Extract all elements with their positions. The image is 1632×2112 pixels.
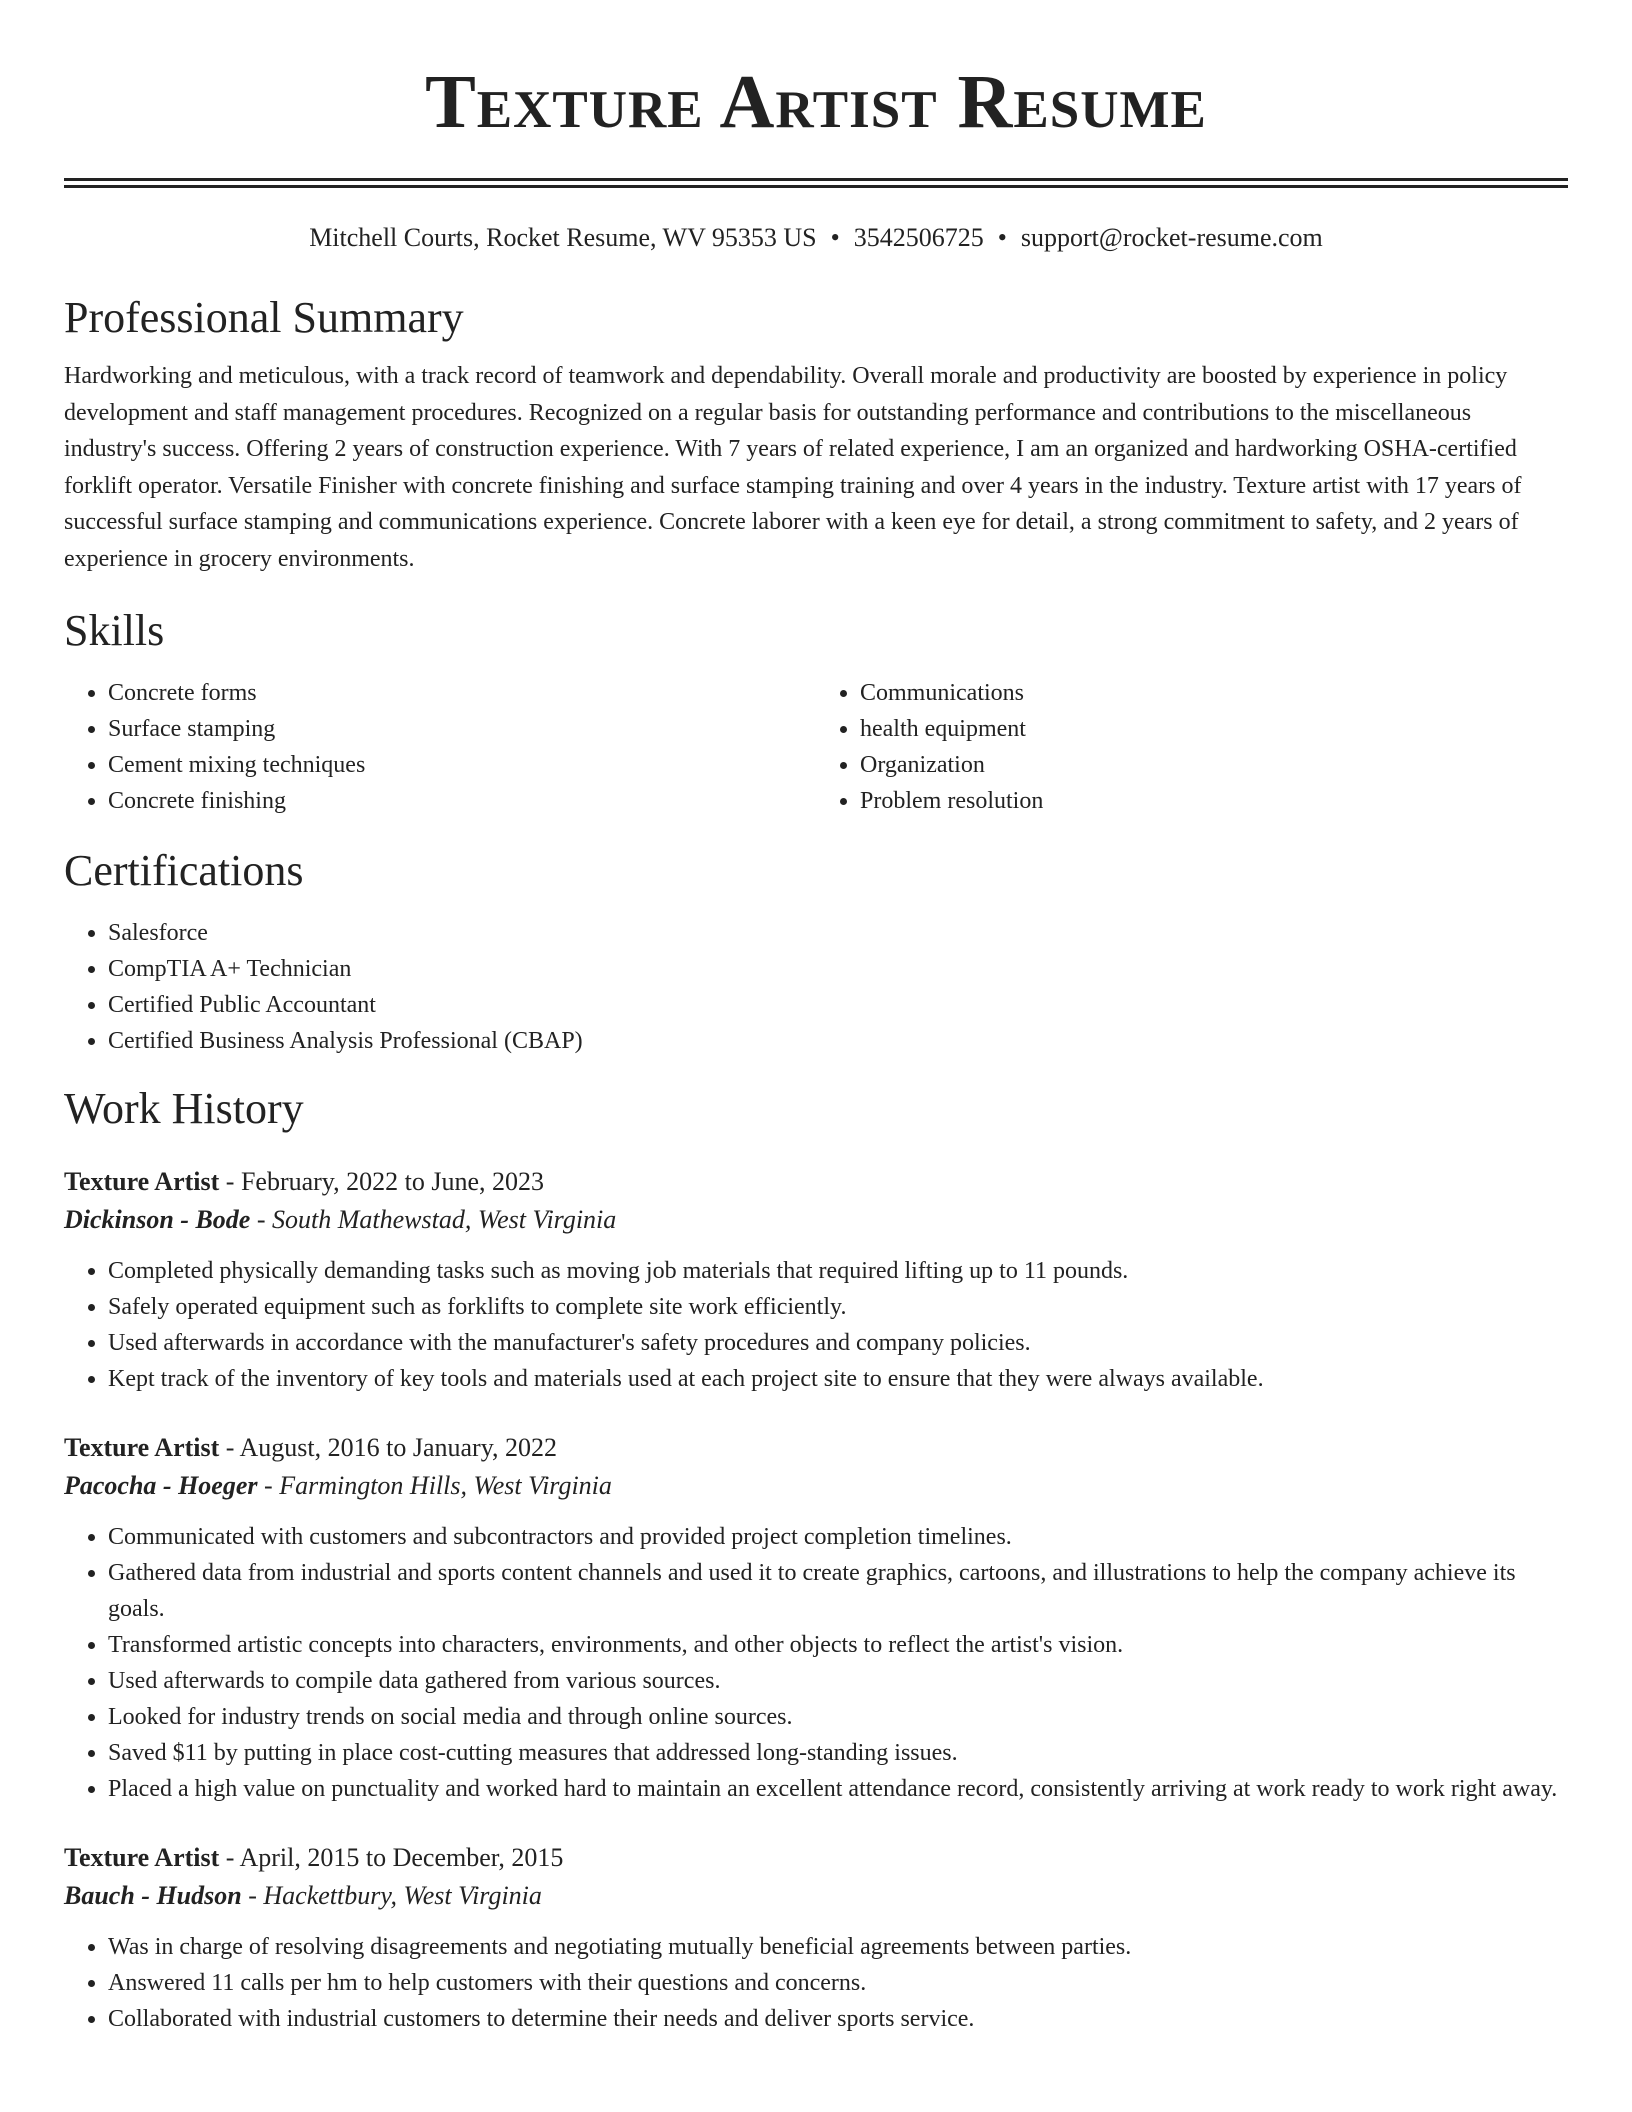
job-company: Bauch - Hudson xyxy=(64,1881,242,1910)
certification-item: • Certified Public Accountant xyxy=(108,987,1568,1023)
job-bullet: • Safely operated equipment such as forklifts to complete site work efficiently. xyxy=(108,1289,1568,1325)
contact-line xyxy=(64,222,1568,254)
job-dates: February, 2022 to June, 2023 xyxy=(240,1167,544,1196)
job-title: Texture Artist xyxy=(64,1843,220,1872)
skill-item: • Concrete forms xyxy=(108,675,816,711)
job-bullet: • Placed a high value on punctuality and worked hard to maintain an excellent attendance record, consistently arriving at work ready to work right away. xyxy=(108,1771,1568,1807)
job-entry xyxy=(64,1163,1568,1397)
skill-item: • Problem resolution xyxy=(860,783,1568,819)
job-company-line: Bauch - Hudson - Hackettbury, West Virginia xyxy=(64,1881,542,1910)
contact-address: Mitchell Courts, Rocket Resume, WV 95353 US xyxy=(309,223,817,252)
job-company: Dickinson - Bode xyxy=(64,1205,251,1234)
job-bullet: • Used afterwards to compile data gathered from various sources. xyxy=(108,1663,1568,1699)
job-entry xyxy=(64,1839,1568,2037)
contact-email: support@rocket-resume.com xyxy=(1020,223,1323,252)
skills-heading: Skills xyxy=(64,606,165,655)
skill-item: • Cement mixing techniques xyxy=(108,747,816,783)
job-location: Farmington Hills, West Virginia xyxy=(279,1471,612,1500)
skill-item: • Organization xyxy=(860,747,1568,783)
title-divider xyxy=(64,178,1568,188)
job-bullet: • Was in charge of resolving disagreements and negotiating mutually beneficial agreements between parties. xyxy=(108,1929,1568,1965)
skills-list-right xyxy=(816,675,1568,819)
job-location: Hackettbury, West Virginia xyxy=(263,1881,542,1910)
certifications-heading: Certifications xyxy=(64,846,304,895)
job-dates: August, 2016 to January, 2022 xyxy=(239,1433,558,1462)
work-history-heading: Work History xyxy=(64,1084,304,1133)
job-title-line: Texture Artist - February, 2022 to June, 2023 xyxy=(64,1167,544,1196)
job-bullet: • Gathered data from industrial and sports content channels and used it to create graphics, cartoons, and illustrations to help the company achieve its goals. xyxy=(108,1555,1568,1627)
job-title: Texture Artist xyxy=(64,1167,220,1196)
certification-item: • Salesforce xyxy=(108,915,1568,951)
contact-separator: • xyxy=(830,223,840,252)
job-title-line: Texture Artist - April, 2015 to December, 2015 xyxy=(64,1843,564,1872)
skills-list-left xyxy=(64,675,816,819)
summary-text: Hardworking and meticulous, with a track record of teamwork and dependability. Overall morale and productivity are boosted by experience in policy development and staff management procedures. Recognized on a regular basis for outstanding performance and contributions to the miscellaneous industry's success. Offering 2 years of construction experience. With 7 years of related experience, I am an organized and hardworking OSHA-certified forklift operator. Versatile Finisher with concrete finishing and surface stamping training and over 4 years in the industry. Texture artist with 17 years of successful surface stamping and communications experience. Concrete laborer with a keen eye for detail, a strong commitment to safety, and 2 years of experience in grocery environments. xyxy=(64,363,1522,572)
job-title-line: Texture Artist - August, 2016 to January, 2022 xyxy=(64,1433,558,1462)
job-bullet: • Answered 11 calls per hm to help customers with their questions and concerns. xyxy=(108,1965,1568,2001)
skill-item: • health equipment xyxy=(860,711,1568,747)
job-entry xyxy=(64,1429,1568,1807)
skills-columns xyxy=(64,675,1568,819)
contact-phone: 3542506725 xyxy=(853,223,984,252)
job-bullet: • Communicated with customers and subcontractors and provided project completion timelines. xyxy=(108,1519,1568,1555)
skill-item: • Surface stamping xyxy=(108,711,816,747)
skill-item: • Communications xyxy=(860,675,1568,711)
job-bullet: • Used afterwards in accordance with the manufacturer's safety procedures and company policies. xyxy=(108,1325,1568,1361)
job-location: South Mathewstad, West Virginia xyxy=(272,1205,617,1234)
job-bullets xyxy=(64,1519,1568,1807)
job-bullet: • Saved $11 by putting in place cost-cutting measures that addressed long-standing issues. xyxy=(108,1735,1568,1771)
job-title: Texture Artist xyxy=(64,1433,220,1462)
job-bullet: • Transformed artistic concepts into characters, environments, and other objects to reflect the artist's vision. xyxy=(108,1627,1568,1663)
job-dates: April, 2015 to December, 2015 xyxy=(239,1843,564,1872)
job-bullet: • Completed physically demanding tasks such as moving job materials that required lifting up to 11 pounds. xyxy=(108,1253,1568,1289)
contact-separator: • xyxy=(997,223,1007,252)
job-bullets xyxy=(64,1253,1568,1397)
job-bullets xyxy=(64,1929,1568,2037)
certification-item: • Certified Business Analysis Professional (CBAP) xyxy=(108,1023,1568,1059)
job-bullet: • Looked for industry trends on social media and through online sources. xyxy=(108,1699,1568,1735)
summary-heading: Professional Summary xyxy=(64,293,464,342)
job-bullet: • Collaborated with industrial customers to determine their needs and deliver sports service. xyxy=(108,2001,1568,2037)
certifications-list xyxy=(64,915,1568,1059)
job-bullet: • Kept track of the inventory of key tools and materials used at each project site to ensure that they were always available. xyxy=(108,1361,1568,1397)
job-company-line: Dickinson - Bode - South Mathewstad, West Virginia xyxy=(64,1205,617,1234)
page-title: Texture Artist Resume xyxy=(425,60,1207,144)
job-company-line: Pacocha - Hoeger - Farmington Hills, West Virginia xyxy=(64,1471,612,1500)
job-company: Pacocha - Hoeger xyxy=(64,1471,258,1500)
certification-item: • CompTIA A+ Technician xyxy=(108,951,1568,987)
skill-item: • Concrete finishing xyxy=(108,783,816,819)
resume-page xyxy=(64,0,1568,2037)
